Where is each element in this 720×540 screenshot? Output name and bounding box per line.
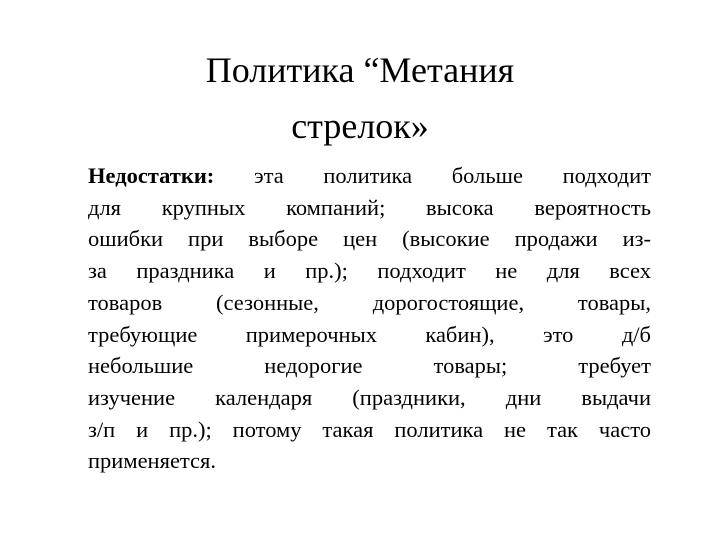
disadvantages-label: Недостатки: (88, 163, 215, 188)
body-line-2: для крупных компаний; высока вероятность (88, 194, 651, 220)
body-line-10: применяется. (88, 448, 217, 474)
body-line-3: ошибки при выборе цен (высокие продажи из- (88, 226, 651, 252)
body-line-9: з/п и пр.); потому такая политика не так часто (88, 416, 651, 442)
body-line-1-text: эта политика больше подходит (214, 163, 651, 188)
slide-title (90, 42, 630, 154)
body-line-5: товаров (сезонные, дорогостоящие, товары, (88, 289, 651, 315)
body-line-1 (88, 160, 651, 192)
body-line-6: требующие примерочных кабин), это д/б (88, 321, 651, 347)
body-line-8: изучение календаря (праздники, дни выдачи (88, 384, 651, 410)
body-line-4: за праздника и пр.); подходит не для всех (88, 258, 651, 284)
body-text (88, 160, 651, 477)
slide-title-line-1: Политика “Метания (205, 50, 515, 90)
body-line-7: небольшие недорогие товары; требует (88, 353, 651, 379)
slide-title-line-2: стрелок» (291, 106, 429, 146)
